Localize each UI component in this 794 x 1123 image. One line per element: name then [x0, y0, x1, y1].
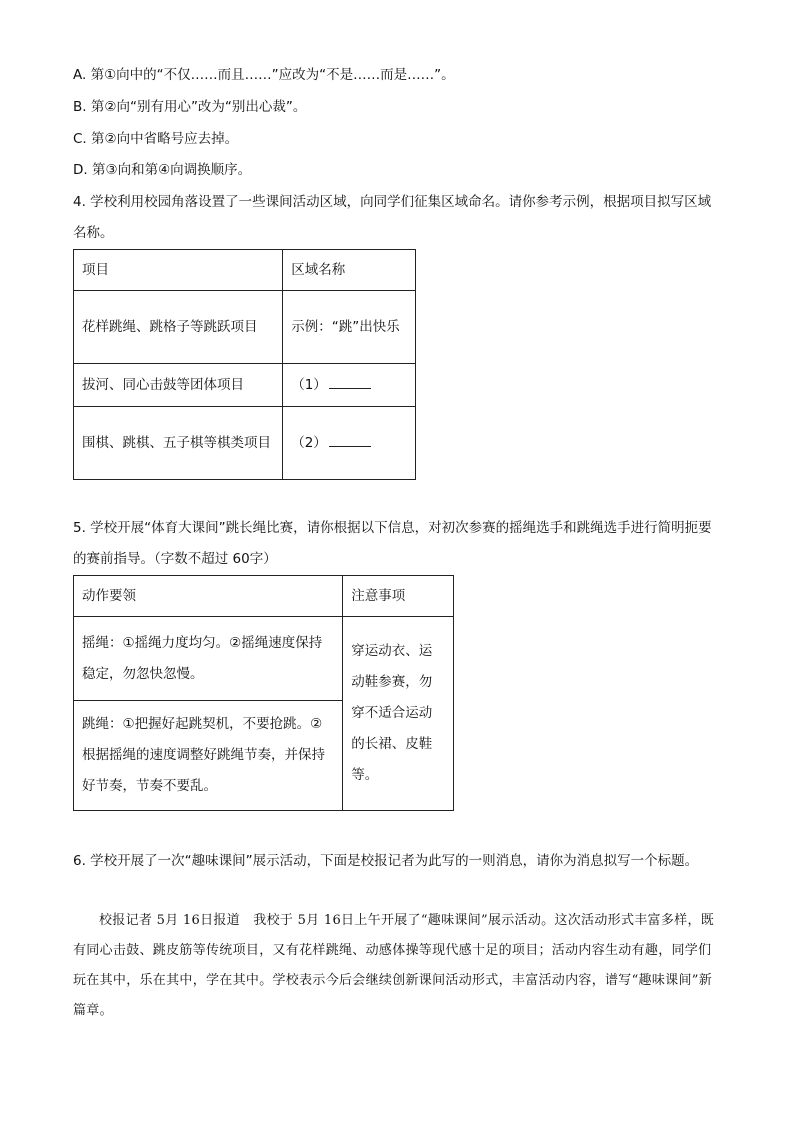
answer-cell-2 — [283, 407, 416, 480]
table-header-name: 区域名称 — [283, 250, 416, 291]
news-paragraph: 校报记者 5月 16日报道 我校于 5月 16日上午开展了“趣味课间”展示活动。这次活动形式丰富多样，既有同心击鼓、跳皮筋等传统项目，又有花样跳绳、动感体操等现代感十足的项目；活动内容生动有趣，同学们玩在其中，乐在其中，学在其中。学校表示今后会继续创新课间活动形式，丰富活动内容，谱写“趣味课间”新篇章。 — [73, 913, 715, 1018]
answer-label: （2） — [291, 434, 327, 451]
guidance-table — [73, 575, 454, 811]
answer-cell-1 — [283, 364, 416, 407]
option-d: D. 第③向和第④向调换顺序。 — [73, 162, 252, 178]
table-header-action: 动作要领 — [74, 576, 343, 617]
answer-blank[interactable] — [329, 432, 371, 447]
table-cell-item: 拔河、同心击鼓等团体项目 — [74, 364, 283, 407]
option-b: B. 第②向“别有用心”改为“别出心裁”。 — [73, 99, 307, 115]
table-cell-item: 花样跳绳、跳格子等跳跃项目 — [74, 291, 283, 364]
answer-blank[interactable] — [329, 374, 371, 389]
table-header-notes: 注意事项 — [343, 576, 454, 617]
option-a: A. 第①向中的“不仅……而且……”应改为“不是……而是……”。 — [73, 67, 455, 83]
answer-label: （1） — [291, 376, 327, 393]
table-cell-jump-rope: 跳绳：①把握好起跳契机，不要抢跳。②根据摇绳的速度调整好跳绳节奏，并保持好节奏，节奏不要乱。 — [74, 701, 343, 811]
table-header-item: 项目 — [74, 250, 283, 291]
table-cell-item: 围棋、跳棋、五子棋等棋类项目 — [74, 407, 283, 480]
region-name-table — [73, 249, 416, 480]
table-cell-swing-rope: 摇绳：①摇绳力度均匀。②摇绳速度保持稳定，勿忽快忽慢。 — [74, 617, 343, 701]
question-6-text: 6. 学校开展了一次“趣味课间”展示活动，下面是校报记者为此写的一则消息，请你为消息拟写一个标题。 — [73, 853, 699, 869]
table-cell-name: 示例：“跳”出快乐 — [283, 291, 416, 364]
table-cell-notes: 穿运动衣、运动鞋参赛，勿穿不适合运动的长裙、皮鞋等。 — [343, 617, 454, 811]
question-5-text: 5. 学校开展“体育大课间”跳长绳比赛，请你根据以下信息，对初次参赛的摇绳选手和跳绳选手进行简明扼要的赛前指导。（字数不超过 60字） — [73, 520, 712, 567]
question-4-text: 4. 学校利用校园角落设置了一些课间活动区域，向同学们征集区域命名。请你参考示例，根据项目拟写区域名称。 — [73, 194, 712, 241]
option-c: C. 第②向中省略号应去掉。 — [73, 131, 239, 147]
